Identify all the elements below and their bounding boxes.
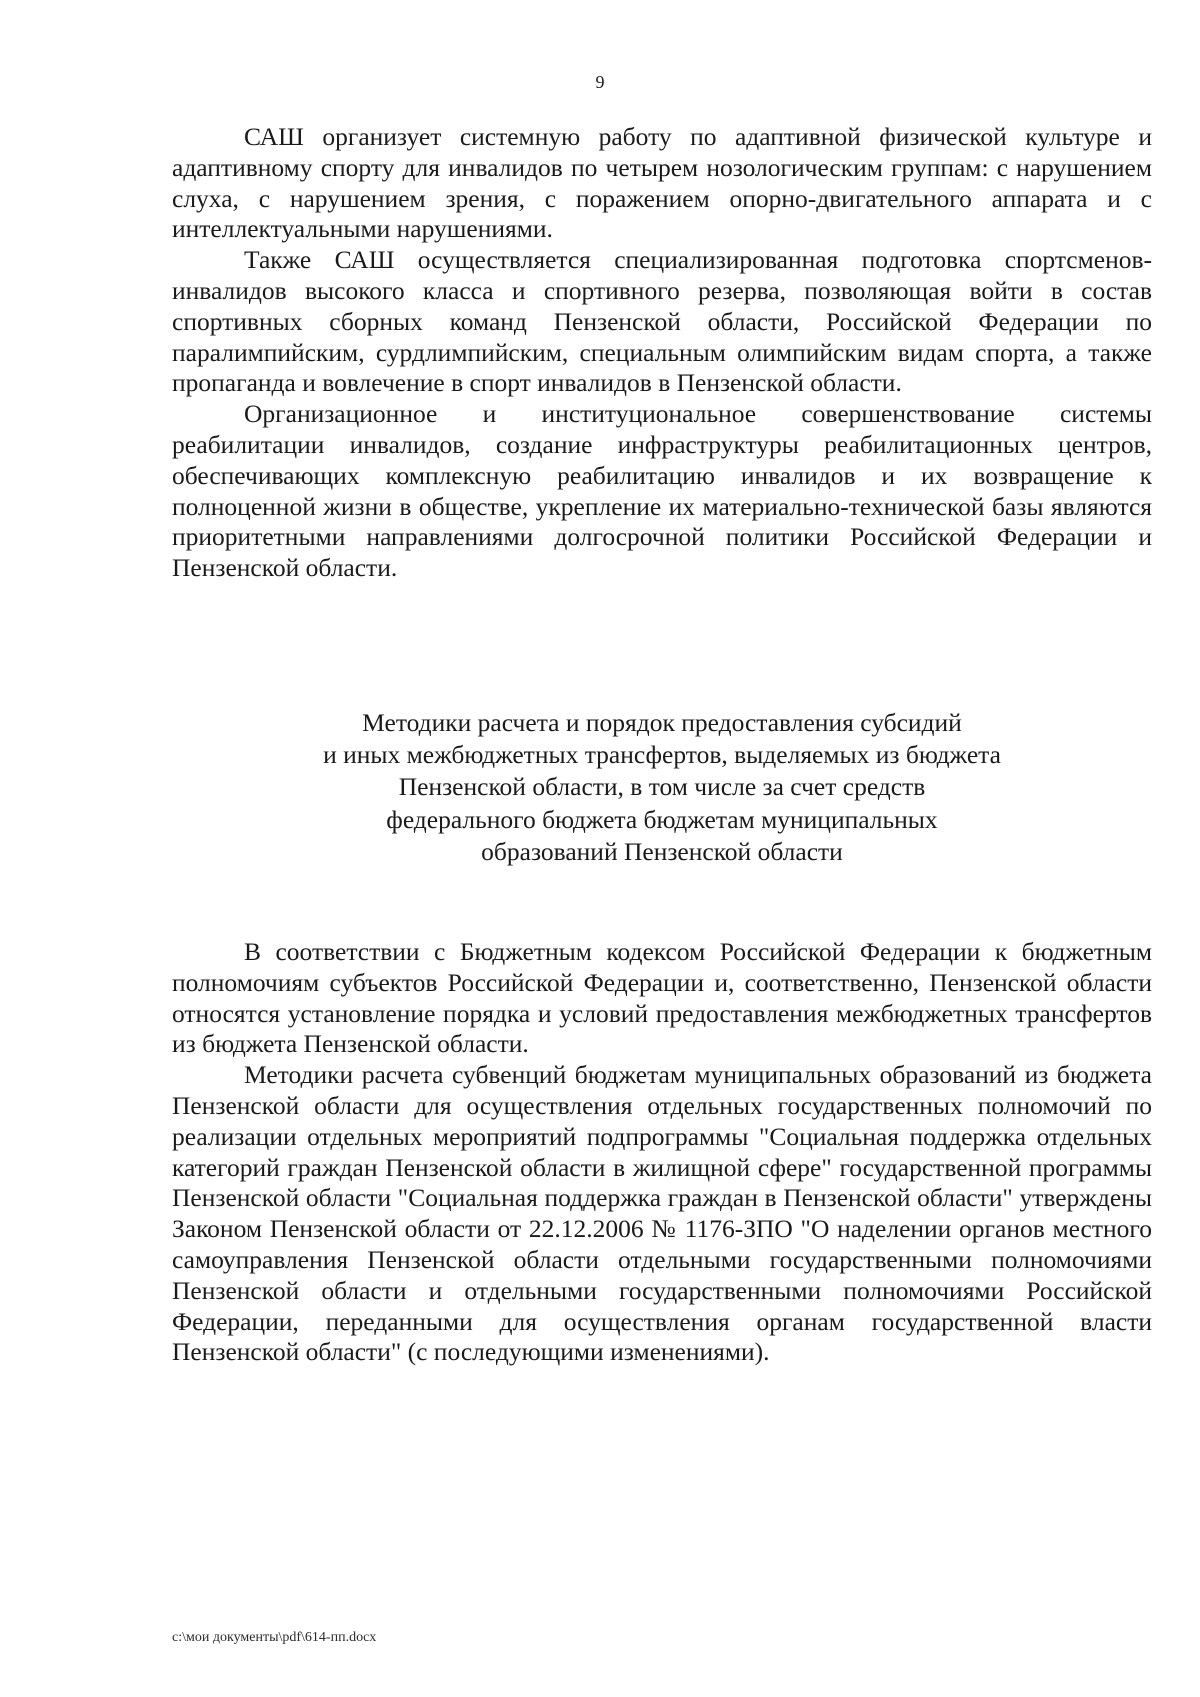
- heading-line: Методики расчета и порядок предоставления субсидий: [362, 708, 962, 737]
- section-heading: [172, 707, 1152, 868]
- paragraph-rehabilitation-policy: Организационное и институциональное совершенствование системы реабилитации инвалидов, создание инфраструктуры реабилитационных центров, обеспечивающих комплексную реабилитацию инвалидов и их возвращение к полноценной жизни в обществе, укрепление их материально-технической базы являются приоритетными направлениями долгосрочной политики Российской Федерации и Пензенской области.: [172, 399, 1152, 583]
- body-text-bottom: [172, 937, 1152, 1368]
- heading-line: Пензенской области, в том числе за счет средств: [398, 772, 926, 802]
- paragraph-budget-code: В соответствии с Бюджетным кодексом Российской Федерации к бюджетным полномочиям субъектов Российской Федерации и, соответственно, Пензенской области относятся установление порядка и условий предоставления межбюджетных трансфертов из бюджета Пензенской области.: [172, 937, 1152, 1059]
- page-number: 9: [595, 72, 605, 92]
- paragraph-sash-training: Также САШ осуществляется специализированная подготовка спортсменов-инвалидов высокого класса и спортивного резерва, позволяющая войти в состав спортивных сборных команд Пензенской области, Российской Федерации по паралимпийским, сурдлимпийским, специальным олимпийским видам спорта, а также пропаганда и вовлечение в спорт инвалидов в Пензенской области.: [172, 245, 1152, 398]
- paragraph-subvention-methods: Методики расчета субвенций бюджетам муниципальных образований из бюджета Пензенской области для осуществления отдельных государственных полномочий по реализации отдельных мероприятий подпрограммы "Социальная поддержка отдельных категорий граждан Пензенской области в жилищной сфере" государственной программы Пензенской области "Социальная поддержка граждан в Пензенской области" утверждены Законом Пензенской области от 22.12.2006 № 1176-ЗПО "О наделении органов местного самоуправления Пензенской области отдельными государственными полномочиями Пензенской области и отдельными государственными полномочиями Российской Федерации, переданными для осуществления органам государственной власти Пензенской области" (с последующими изменениями).: [172, 1060, 1152, 1367]
- heading-line: федерального бюджета бюджетам муниципальных: [386, 804, 938, 834]
- heading-line: образований Пензенской области: [481, 836, 843, 866]
- body-text-top: [172, 122, 1152, 584]
- paragraph-sash-work: САШ организует системную работу по адаптивной физической культуре и адаптивному спорту для инвалидов по четырем нозологическим группам: с нарушением слуха, с нарушением зрения, с поражением опорно-двигательного аппарата и с интеллектуальными нарушениями.: [172, 122, 1152, 244]
- heading-line: и иных межбюджетных трансфертов, выделяемых из бюджета: [323, 740, 1001, 770]
- footer-file-path: c:\мои документы\pdf\614-пп.docx: [172, 1630, 377, 1645]
